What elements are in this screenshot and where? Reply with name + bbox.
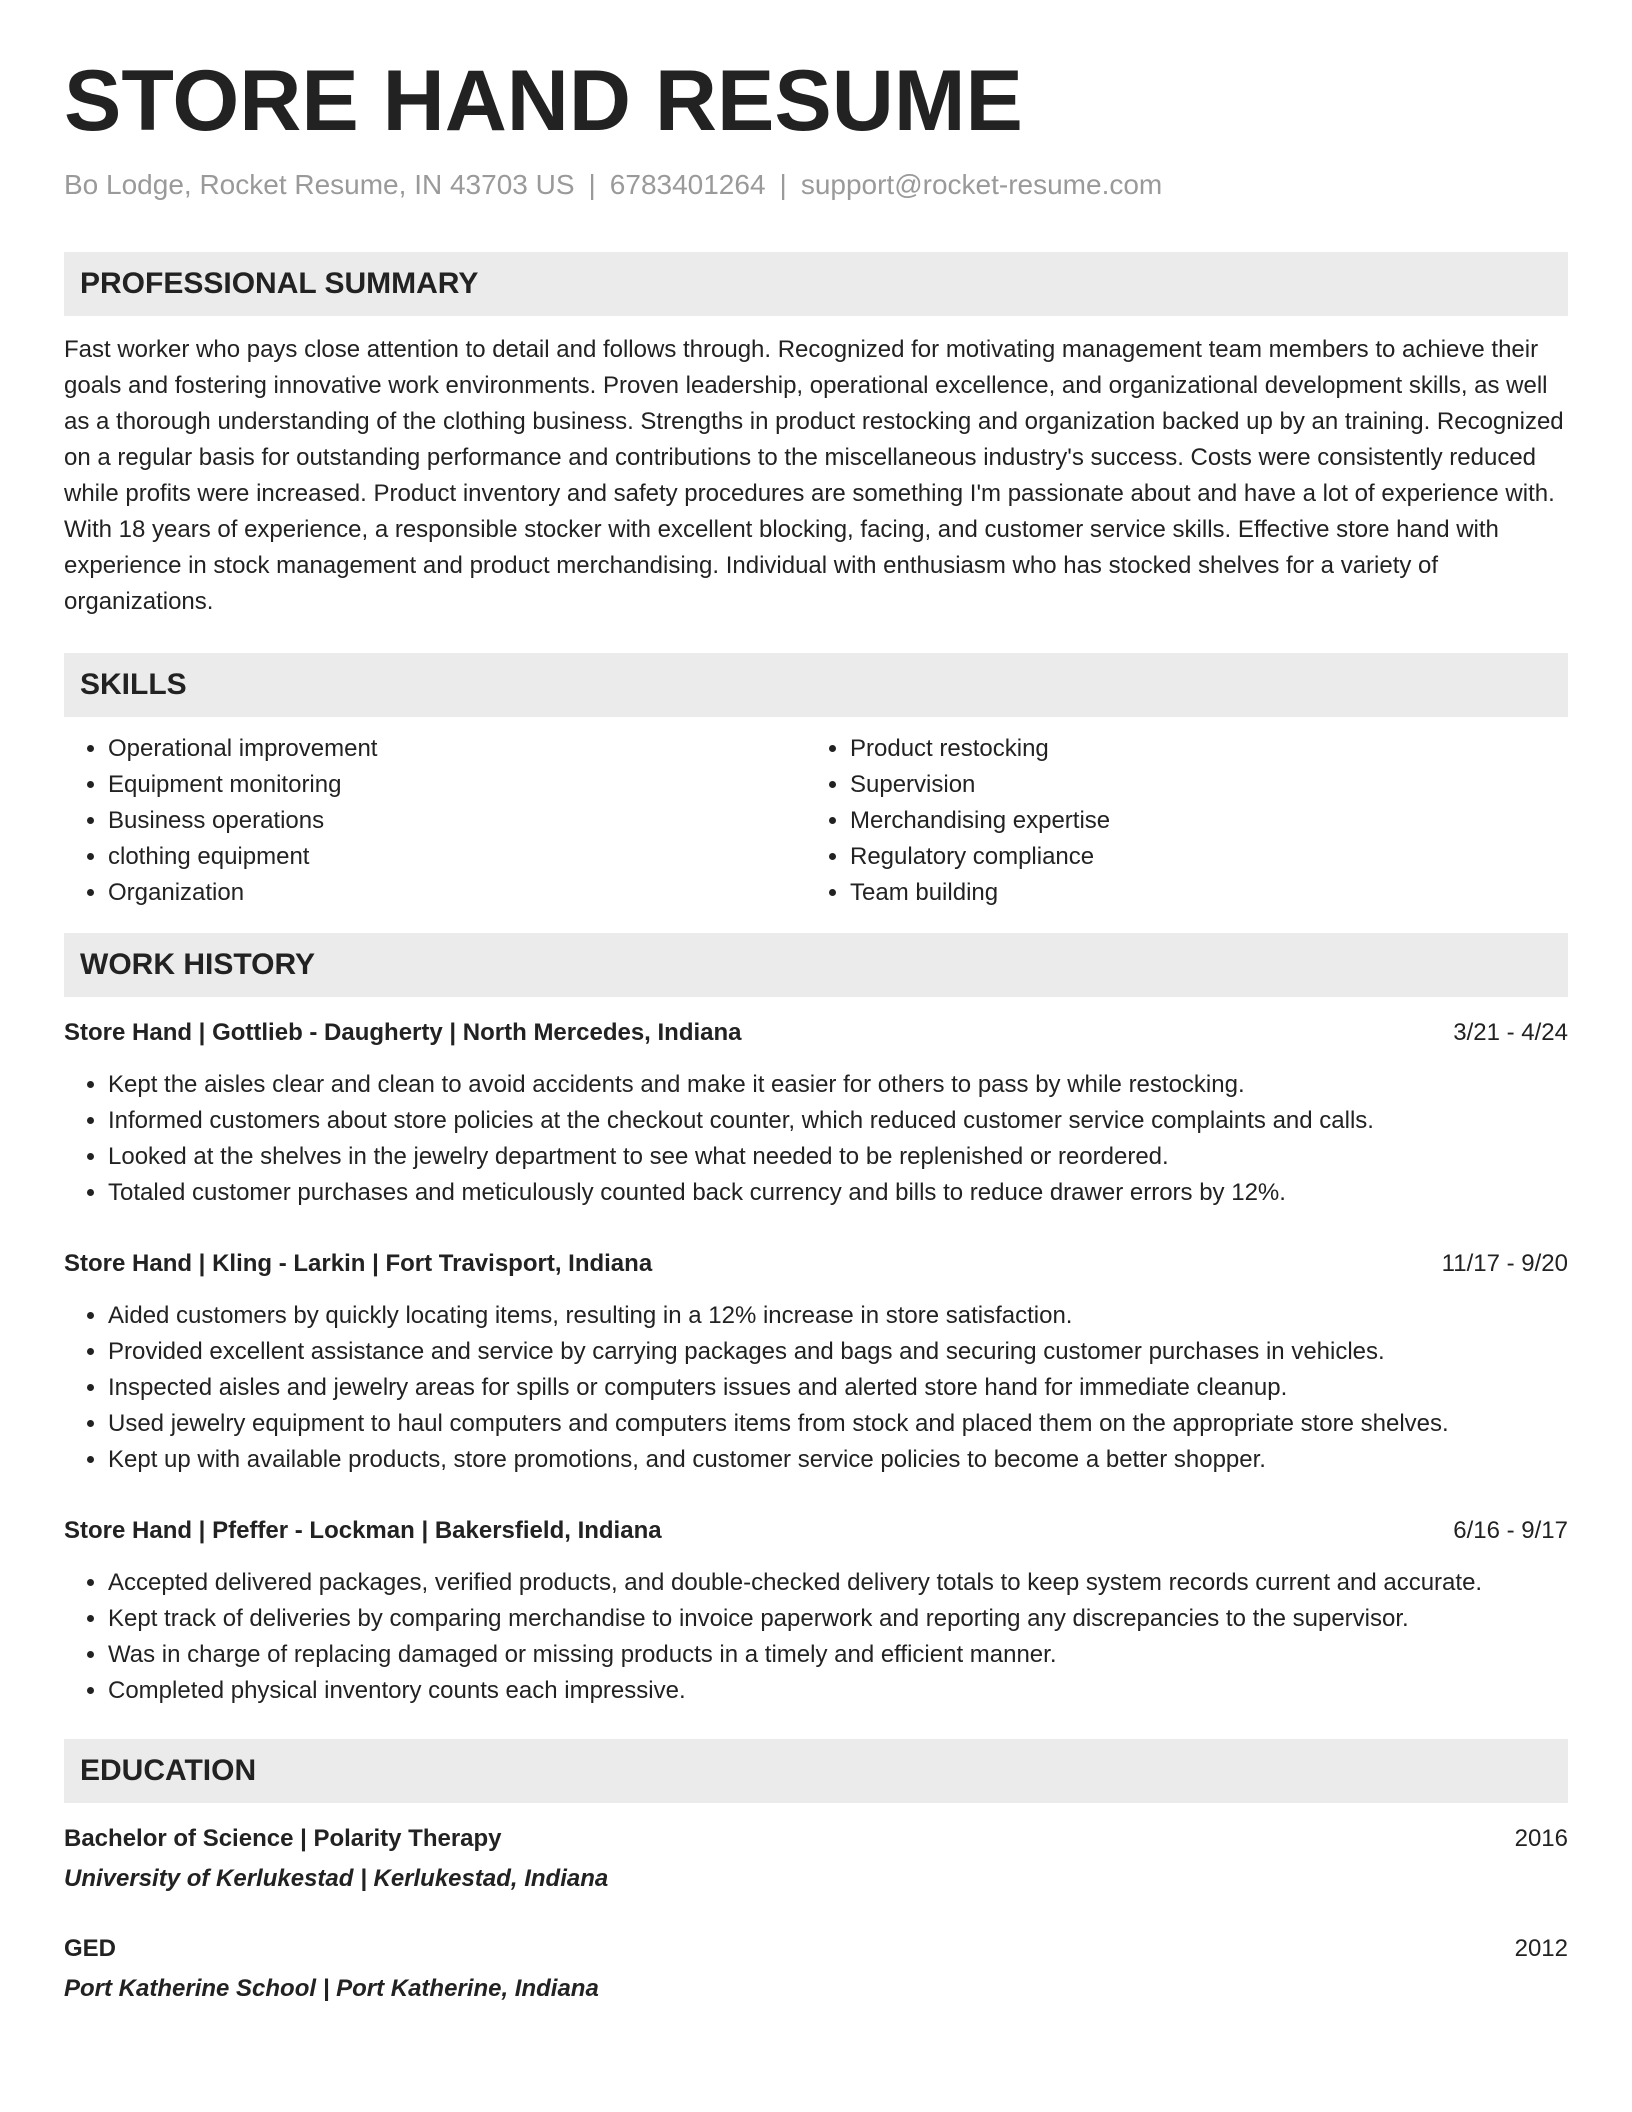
skill-item: • Supervision: [850, 767, 1548, 803]
education-school: University of Kerlukestad | Kerlukestad, Indiana: [64, 1864, 609, 1892]
job-dates: 6/16 - 9/17: [1453, 1516, 1568, 1544]
job-bullet: • Used jewelry equipment to haul computers and computers items from stock and placed them on the appropriate store shelves.: [108, 1406, 1568, 1442]
skills-column-right: [806, 731, 1548, 911]
contact-address: Bo Lodge, Rocket Resume, IN 43703 US: [64, 169, 575, 201]
skill-item: • Merchandising expertise: [850, 803, 1548, 839]
job-dates: 11/17 - 9/20: [1441, 1249, 1568, 1277]
resume-title: STORE HAND RESUME: [64, 53, 1023, 149]
job-bullet: • Kept up with available products, store promotions, and customer service policies to become a better shopper.: [108, 1442, 1568, 1478]
skills-heading: SKILLS: [64, 653, 1568, 717]
job-bullet: • Totaled customer purchases and meticulously counted back currency and bills to reduce drawer errors by 12%.: [108, 1175, 1568, 1211]
contact-separator: |: [588, 169, 596, 201]
skill-item: • clothing equipment: [108, 839, 806, 875]
job-bullet: • Looked at the shelves in the jewelry department to see what needed to be replenished or reordered.: [108, 1139, 1568, 1175]
job-dates: 3/21 - 4/24: [1453, 1018, 1568, 1046]
summary-text: Fast worker who pays close attention to detail and follows through. Recognized for motivating management team members to achieve their goals and fostering innovative work environments. Proven leadership, operational excellence, and organizational development skills, as well as a thorough understanding of the clothing business. Strengths in product restocking and organization backed up by an training. Recognized on a regular basis for outstanding performance and contributions to the miscellaneous industry's success. Costs were consistently reduced while profits were increased. Product inventory and safety procedures are something I'm passionate about and have a lot of experience with. With 18 years of experience, a responsible stocker with excellent blocking, facing, and customer service skills. Effective store hand with experience in stock management and product merchandising. Individual with enthusiasm who has stocked shelves for a variety of organizations.: [64, 335, 1564, 615]
job-bullet: • Was in charge of replacing damaged or missing products in a timely and efficient manner.: [108, 1637, 1568, 1673]
job-bullet: • Aided customers by quickly locating items, resulting in a 12% increase in store satisfaction.: [108, 1298, 1568, 1334]
education-degree: GED: [64, 1934, 117, 1962]
job-bullets: [64, 1565, 1568, 1709]
job-entry: [64, 1515, 1568, 1709]
contact-line: [64, 168, 1568, 202]
skill-item: • Product restocking: [850, 731, 1548, 767]
education-entry: [64, 1933, 1568, 2005]
education-heading: EDUCATION: [64, 1739, 1568, 1803]
education-entry: [64, 1823, 1568, 1895]
job-entry: [64, 1017, 1568, 1211]
job-bullets: [64, 1067, 1568, 1211]
skills-column-left: [64, 731, 806, 911]
job-header: [64, 1248, 1568, 1280]
contact-separator: |: [779, 169, 787, 201]
job-bullet: • Kept the aisles clear and clean to avoid accidents and make it easier for others to pass by while restocking.: [108, 1067, 1568, 1103]
education-school: Port Katherine School | Port Katherine, Indiana: [64, 1974, 599, 2002]
education-year: 2012: [1514, 1934, 1568, 1962]
job-header: [64, 1515, 1568, 1547]
job-title: Store Hand | Kling - Larkin | Fort Travisport, Indiana: [64, 1249, 653, 1277]
job-bullet: • Inspected aisles and jewelry areas for spills or computers issues and alerted store hand for immediate cleanup.: [108, 1370, 1568, 1406]
summary-heading: PROFESSIONAL SUMMARY: [64, 252, 1568, 316]
job-bullet: • Informed customers about store policies at the checkout counter, which reduced customer service complaints and calls.: [108, 1103, 1568, 1139]
job-bullet: • Kept track of deliveries by comparing merchandise to invoice paperwork and reporting any discrepancies to the supervisor.: [108, 1601, 1568, 1637]
job-bullet: • Accepted delivered packages, verified products, and double-checked delivery totals to keep system records current and accurate.: [108, 1565, 1568, 1601]
job-bullet: • Completed physical inventory counts each impressive.: [108, 1673, 1568, 1709]
job-header: [64, 1017, 1568, 1049]
job-title: Store Hand | Gottlieb - Daugherty | North Mercedes, Indiana: [64, 1018, 742, 1046]
skills-list: [64, 731, 1568, 911]
work-history-heading: WORK HISTORY: [64, 933, 1568, 997]
education-degree: Bachelor of Science | Polarity Therapy: [64, 1824, 502, 1852]
contact-email: support@rocket-resume.com: [800, 169, 1163, 201]
contact-phone: 6783401264: [609, 169, 766, 201]
skill-item: • Regulatory compliance: [850, 839, 1548, 875]
job-title: Store Hand | Pfeffer - Lockman | Bakersfield, Indiana: [64, 1516, 662, 1544]
skill-item: • Equipment monitoring: [108, 767, 806, 803]
resume-page: [64, 53, 1568, 2005]
job-bullets: [64, 1298, 1568, 1478]
skill-item: • Business operations: [108, 803, 806, 839]
skill-item: • Team building: [850, 875, 1548, 911]
job-entry: [64, 1248, 1568, 1478]
skill-item: • Operational improvement: [108, 731, 806, 767]
education-header: [64, 1823, 1568, 1855]
education-header: [64, 1933, 1568, 1965]
job-bullet: • Provided excellent assistance and service by carrying packages and bags and securing customer purchases in vehicles.: [108, 1334, 1568, 1370]
education-year: 2016: [1514, 1824, 1568, 1852]
skill-item: • Organization: [108, 875, 806, 911]
